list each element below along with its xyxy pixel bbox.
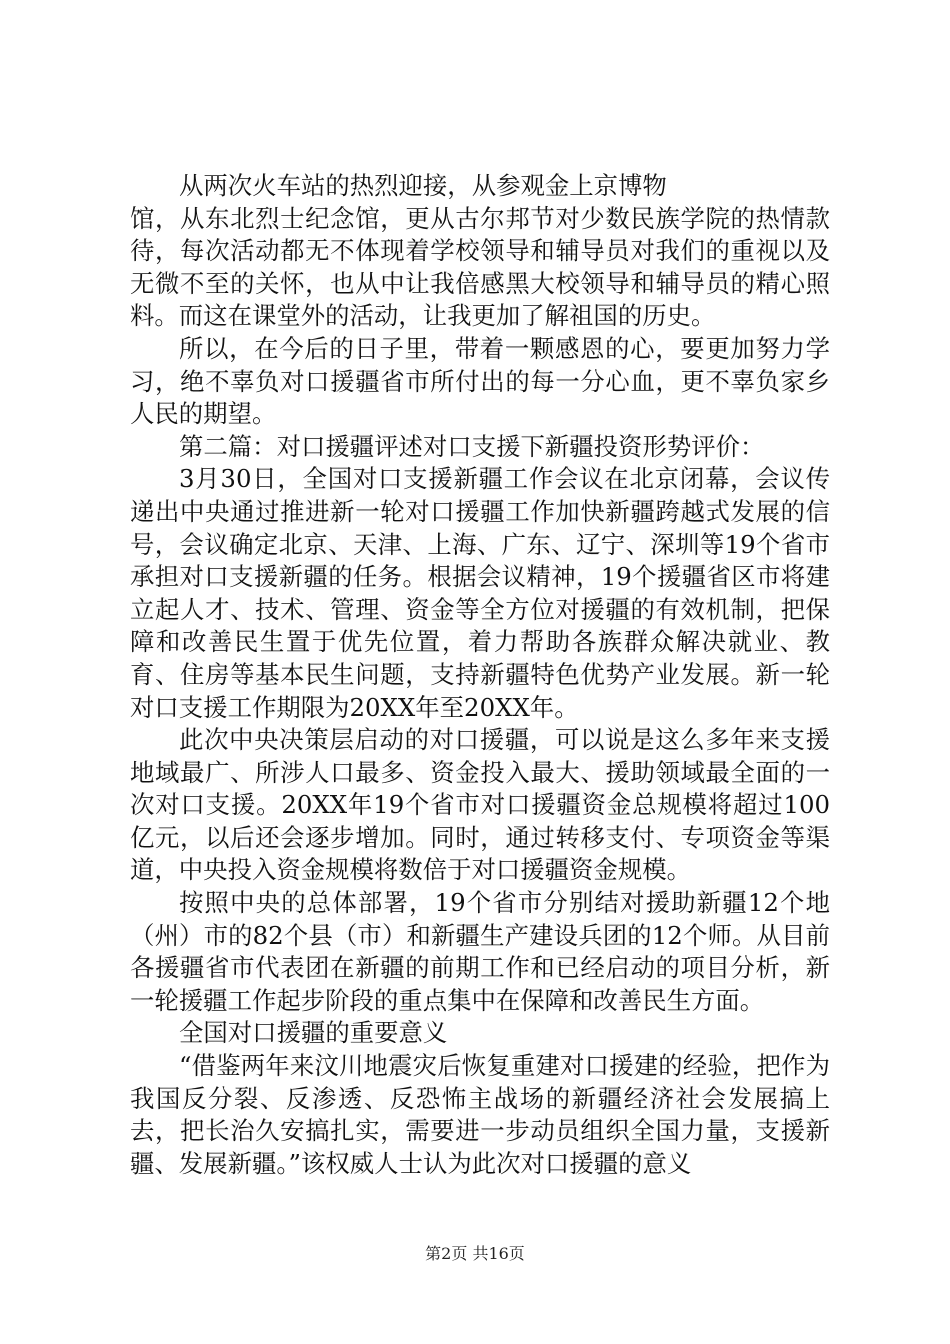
page-number: 第2页 共16页 — [425, 1244, 525, 1263]
section-heading: 第二篇：对口援疆评述对口支援下新疆投资形势评价： — [179, 431, 765, 461]
paragraph-4: 3月30日，全国对口支援新疆工作会议在北京闭幕，会议传递出中央通过推进新一轮对口援疆工作加快新疆跨越式发展的信号，会议确定北京、天津、上海、广东、辽宁、深圳等19个省市承担对口支援新疆的任务。根据会议精神，19个援疆省区市将建立起人才、技术、管理、资金等全方位对援疆的有效机制，把保障和改善民生置于优先位置，着力帮助各族群众解决就业、教育、住房等基本民生问题，支持新疆特色优势产业发展。新一轮对口支援工作期限为20XX年至20XX年。 — [130, 464, 830, 722]
paragraph-5: 此次中央决策层启动的对口援疆，可以说是这么多年来支援地域最广、所涉人口最多、资金投入最大、援助领域最全面的一次对口支援。20XX年19个省市对口援疆资金总规模将超过100亿元，以后还会逐步增加。同时，通过转移支付、专项资金等渠道，中央投入资金规模将数倍于对口援疆资金规模。 — [130, 725, 830, 885]
document-body — [130, 170, 830, 1180]
paragraph-6: 按照中央的总体部署，19个省市分别结对援助新疆12个地（州）市的82个县（市）和新疆生产建设兵团的12个师。从目前各援疆省市代表团在新疆的前期工作和已经启动的项目分析，新一轮援疆工作起步阶段的重点集中在保障和改善民生方面。 — [130, 888, 830, 1015]
subheading: 全国对口援疆的重要意义 — [179, 1018, 448, 1048]
paragraph-3: 所以，在今后的日子里，带着一颗感恩的心，要更加努力学习，绝不辜负对口援疆省市所付出的每一分心血，更不辜负家乡人民的期望。 — [130, 333, 830, 429]
paragraph-2: 馆，从东北烈士纪念馆，更从古尔邦节对少数民族学院的热情款待，每次活动都无不体现着学校领导和辅导员对我们的重视以及无微不至的关怀，也从中让我倍感黑大校领导和辅导员的精心照料。而这在课堂外的活动，让我更加了解祖国的历史。 — [130, 203, 830, 331]
paragraph-1: 从两次火车站的热烈迎接，从参观金上京博物 — [179, 171, 667, 200]
paragraph-7: “借鉴两年来汶川地震灾后恢复重建对口援建的经验，把作为我国反分裂、反渗透、反恐怖主战场的新疆经济社会发展搞上去，把长治久安搞扎实，需要进一步动员组织全国力量，支援新疆、发展新疆。”该权威人士认为此次对口援疆的意义 — [130, 1051, 830, 1178]
